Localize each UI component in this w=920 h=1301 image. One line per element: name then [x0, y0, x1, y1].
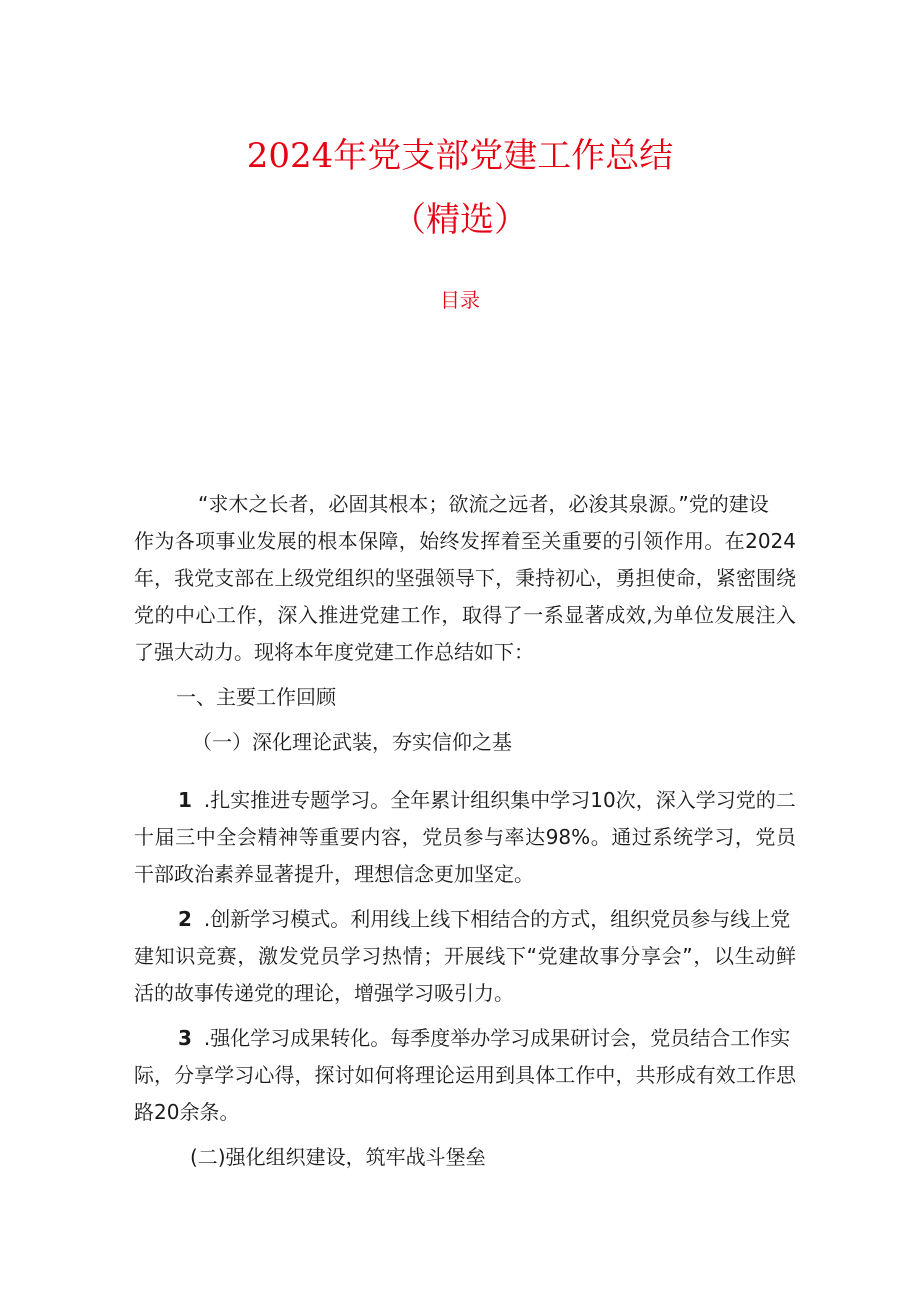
item-text: 十届三中全会精神等重要内容，党员参与率达98%。通过系统学习，党员: [134, 825, 796, 849]
table-of-contents-label[interactable]: 目录: [440, 288, 480, 312]
item-text: 建知识竞赛，激发党员学习热情；开展线下“党建故事分享会”，以生动鲜: [134, 944, 796, 968]
subsection-heading: （一）深化理论武装，夯实信仰之基: [192, 730, 512, 754]
document-title: 2024年党支部党建工作总结: [246, 136, 674, 176]
intro-line: 年，我党支部在上级党组织的坚强领导下，秉持初心，勇担使命，紧密围绕: [134, 566, 796, 590]
intro-line: 党的中心工作，深入推进党建工作，取得了一系显著成效,为单位发展注入: [134, 603, 796, 627]
intro-line: 了强大动力。现将本年度党建工作总结如下：: [134, 640, 534, 664]
subsection-heading: (二)强化组织建设，筑牢战斗堡垒: [190, 1145, 486, 1169]
item-text: .扎实推进专题学习。全年累计组织集中学习10次，深入学习党的二: [203, 788, 796, 812]
item-number: 2: [178, 907, 192, 931]
item-text: 干部政治素养显著提升，理想信念更加坚定。: [134, 862, 534, 886]
item-text: 路20余条。: [134, 1100, 240, 1124]
item-number: 1: [178, 788, 192, 812]
item-text: 活的故事传递党的理论，增强学习吸引力。: [134, 981, 514, 1005]
document-subtitle: （精选）: [392, 200, 528, 240]
intro-line: “求木之长者，必固其根本；欲流之远者，必浚其泉源。”党的建设: [198, 492, 769, 516]
item-text: 际，分享学习心得，探讨如何将理论运用到具体工作中，共形成有效工作思: [134, 1063, 796, 1087]
section-heading: 一、主要工作回顾: [176, 685, 336, 709]
item-text: .强化学习成果转化。每季度举办学习成果研讨会，党员结合工作实: [203, 1026, 791, 1050]
intro-line: 作为各项事业发展的根本保障，始终发挥着至关重要的引领作用。在2024: [134, 529, 796, 553]
item-text: .创新学习模式。利用线上线下相结合的方式，组织党员参与线上党: [203, 907, 791, 931]
item-number: 3: [178, 1026, 192, 1050]
